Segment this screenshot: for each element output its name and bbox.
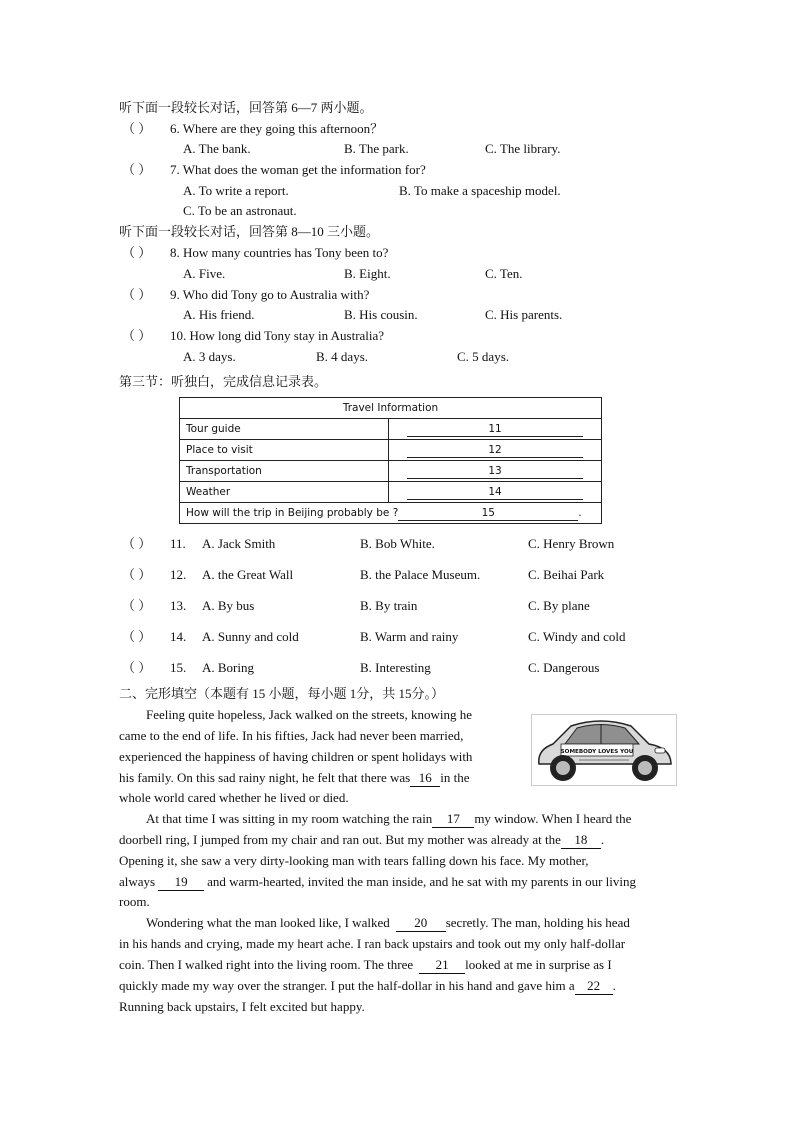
answer-blank-12[interactable] [389, 440, 602, 461]
option-6a: A. The bank. [183, 141, 251, 156]
p3-line1-text: Wondering what the man looked like, I walked [146, 915, 390, 930]
cloze-blank-18[interactable]: 18 [561, 832, 601, 849]
p1-line4 [119, 769, 469, 787]
p2-line5: room. [119, 894, 150, 909]
cloze-heading: 二、完形填空（本题有 15 小题，每小题 1分，共 15分。） [119, 686, 445, 701]
option-14a: A. Sunny and cold [202, 629, 299, 644]
option-12b: B. the Palace Museum. [360, 567, 481, 582]
p1-line4-end: in the [440, 770, 470, 785]
p3-line4-text: quickly made my way over the stranger. I put the half-dollar in his hand and gave him a [119, 978, 575, 993]
option-7b: B. To make a spaceship model. [399, 183, 561, 198]
question-9-stem: 9. Who did Tony go to Australia with? [170, 287, 370, 302]
option-7c: C. To be an astronaut. [183, 203, 297, 218]
option-10c: C. 5 days. [457, 349, 509, 364]
option-9a: A. His friend. [183, 307, 255, 322]
p3-line1 [146, 914, 630, 932]
question-12-number: 12. [170, 567, 187, 582]
option-11a: A. Jack Smith [202, 536, 276, 551]
cloze-blank-21[interactable]: 21 [419, 957, 465, 974]
p2-line1 [146, 810, 631, 828]
p1-line4-text: his family. On this sad rainy night, he felt that there was [119, 770, 411, 785]
cloze-blank-16[interactable]: 16 [410, 770, 440, 787]
option-12c: C. Beihai Park [528, 567, 605, 582]
p2-line4 [119, 873, 636, 891]
p2-line4-end: and warm-hearted, invited the man inside, and he sat with my parents in our living [207, 874, 637, 889]
answer-paren-15[interactable]: （ ） [122, 660, 152, 675]
answer-paren-11[interactable]: （ ） [122, 536, 152, 551]
p2-line2-text: doorbell ring, I jumped from my chair and ran out. But my mother was already at the [119, 832, 561, 847]
p3-line3-text: coin. Then I walked right into the living room. The three [119, 957, 414, 972]
p1-line2: came to the end of life. In his fifties, Jack had never been married, [119, 728, 464, 743]
p2-line1-end: my window. When I heard the [474, 811, 632, 826]
blank-number-12: 12 [407, 443, 583, 458]
answer-blank-11[interactable] [389, 419, 602, 440]
row-label-weather: Weather [180, 482, 389, 503]
option-10b: B. 4 days. [316, 349, 368, 364]
p2-line2 [119, 831, 604, 849]
cloze-blank-19[interactable]: 19 [158, 874, 204, 891]
table-row [180, 482, 602, 503]
answer-paren-8[interactable]: （ ） [122, 245, 152, 260]
option-14b: B. Warm and rainy [360, 629, 459, 644]
option-10a: A. 3 days. [183, 349, 236, 364]
option-8a: A. Five. [183, 266, 226, 281]
p1-line1: Feeling quite hopeless, Jack walked on the streets, knowing he [146, 707, 473, 722]
blank-number-14: 14 [407, 485, 583, 500]
option-7a: A. To write a report. [183, 183, 289, 198]
p3-line1-end: secretly. The man, holding his head [445, 915, 630, 930]
p3-line5: Running back upstairs, I felt excited but happy. [119, 999, 365, 1014]
question-6-stem: 6. Where are they going this afternoon？ [170, 121, 384, 136]
option-6c: C. The library. [485, 141, 561, 156]
p2-line3: Opening it, she saw a very dirty-looking man with tears falling down his face. My mother, [119, 853, 589, 868]
part3-heading: 第三节：听独白，完成信息记录表。 [119, 374, 328, 389]
answer-blank-13[interactable] [389, 461, 602, 482]
option-9b: B. His cousin. [344, 307, 418, 322]
p2-line1-text: At that time I was sitting in my room watching the rain [146, 811, 433, 826]
question-14-number: 14. [170, 629, 187, 644]
question-15-number: 15. [170, 660, 187, 675]
option-13c: C. By plane [528, 598, 590, 613]
option-15c: C. Dangerous [528, 660, 600, 675]
p3-line3-end: looked at me in surprise as I [465, 957, 612, 972]
answer-paren-9[interactable]: （ ） [122, 287, 152, 302]
travel-information-table [179, 397, 602, 524]
p1-line3: experienced the happiness of having children or spent holidays with [119, 749, 473, 764]
section-heading-8-10: 听下面一段较长对话，回答第 8—10 三小题。 [119, 224, 380, 239]
option-13b: B. By train [360, 598, 418, 613]
table-row [180, 503, 602, 524]
blank-number-11: 11 [407, 422, 583, 437]
p3-line3 [119, 956, 612, 974]
car-icon [531, 714, 677, 786]
table-last-row [180, 503, 602, 524]
option-13a: A. By bus [202, 598, 255, 613]
car-illustration [531, 714, 677, 786]
option-12a: A. the Great Wall [202, 567, 294, 582]
cloze-blank-17[interactable]: 17 [432, 811, 474, 828]
question-10-stem: 10. How long did Tony stay in Australia? [170, 328, 385, 343]
option-14c: C. Windy and cold [528, 629, 626, 644]
p2-line2-end: . [600, 832, 605, 847]
row-label-transportation: Transportation [180, 461, 389, 482]
option-15b: B. Interesting [360, 660, 431, 675]
last-period: . [578, 506, 582, 519]
answer-paren-14[interactable]: （ ） [122, 629, 152, 644]
option-8b: B. Eight. [344, 266, 391, 281]
table-row [180, 461, 602, 482]
blank-number-13: 13 [407, 464, 583, 479]
answer-paren-10[interactable]: （ ） [122, 328, 152, 343]
question-7-stem: 7. What does the woman get the information for? [170, 162, 426, 177]
table-row [180, 440, 602, 461]
p2-line4-text: always [119, 874, 156, 889]
answer-blank-15[interactable]: 15 [398, 506, 578, 521]
option-6b: B. The park. [344, 141, 409, 156]
answer-paren-13[interactable]: （ ） [122, 598, 152, 613]
option-11b: B. Bob White. [360, 536, 435, 551]
p3-line2: in his hands and crying, made my heart ache. I ran back upstairs and took out my only half-dollar [119, 936, 626, 951]
option-11c: C. Henry Brown [528, 536, 615, 551]
row-label-place: Place to visit [180, 440, 389, 461]
question-8-stem: 8. How many countries has Tony been to? [170, 245, 389, 260]
answer-paren-7[interactable]: （ ） [122, 162, 152, 177]
car-sign-text: SOMEBODY LOVES YOU [560, 749, 634, 755]
option-9c: C. His parents. [485, 307, 563, 322]
option-15a: A. Boring [202, 660, 254, 675]
p3-line4 [119, 977, 616, 995]
answer-blank-14[interactable] [389, 482, 602, 503]
cloze-blank-20[interactable]: 20 [396, 915, 446, 932]
answer-paren-6[interactable]: （ ） [122, 121, 152, 136]
option-8c: C. Ten. [485, 266, 523, 281]
last-question: How will the trip in Beijing probably be ? [186, 506, 399, 519]
table-row [180, 419, 602, 440]
section-heading-6-7: 听下面一段较长对话，回答第 6—7 两小题。 [119, 100, 373, 115]
question-11-number: 11. [170, 536, 186, 551]
p1-line5: whole world cared whether he lived or died. [119, 790, 349, 805]
cloze-blank-22[interactable]: 22 [575, 978, 613, 995]
question-13-number: 13. [170, 598, 187, 613]
answer-paren-12[interactable]: （ ） [122, 567, 152, 582]
table-title: Travel Information [180, 398, 602, 419]
row-label-tour-guide: Tour guide [180, 419, 389, 440]
p3-line4-end: . [612, 978, 616, 993]
